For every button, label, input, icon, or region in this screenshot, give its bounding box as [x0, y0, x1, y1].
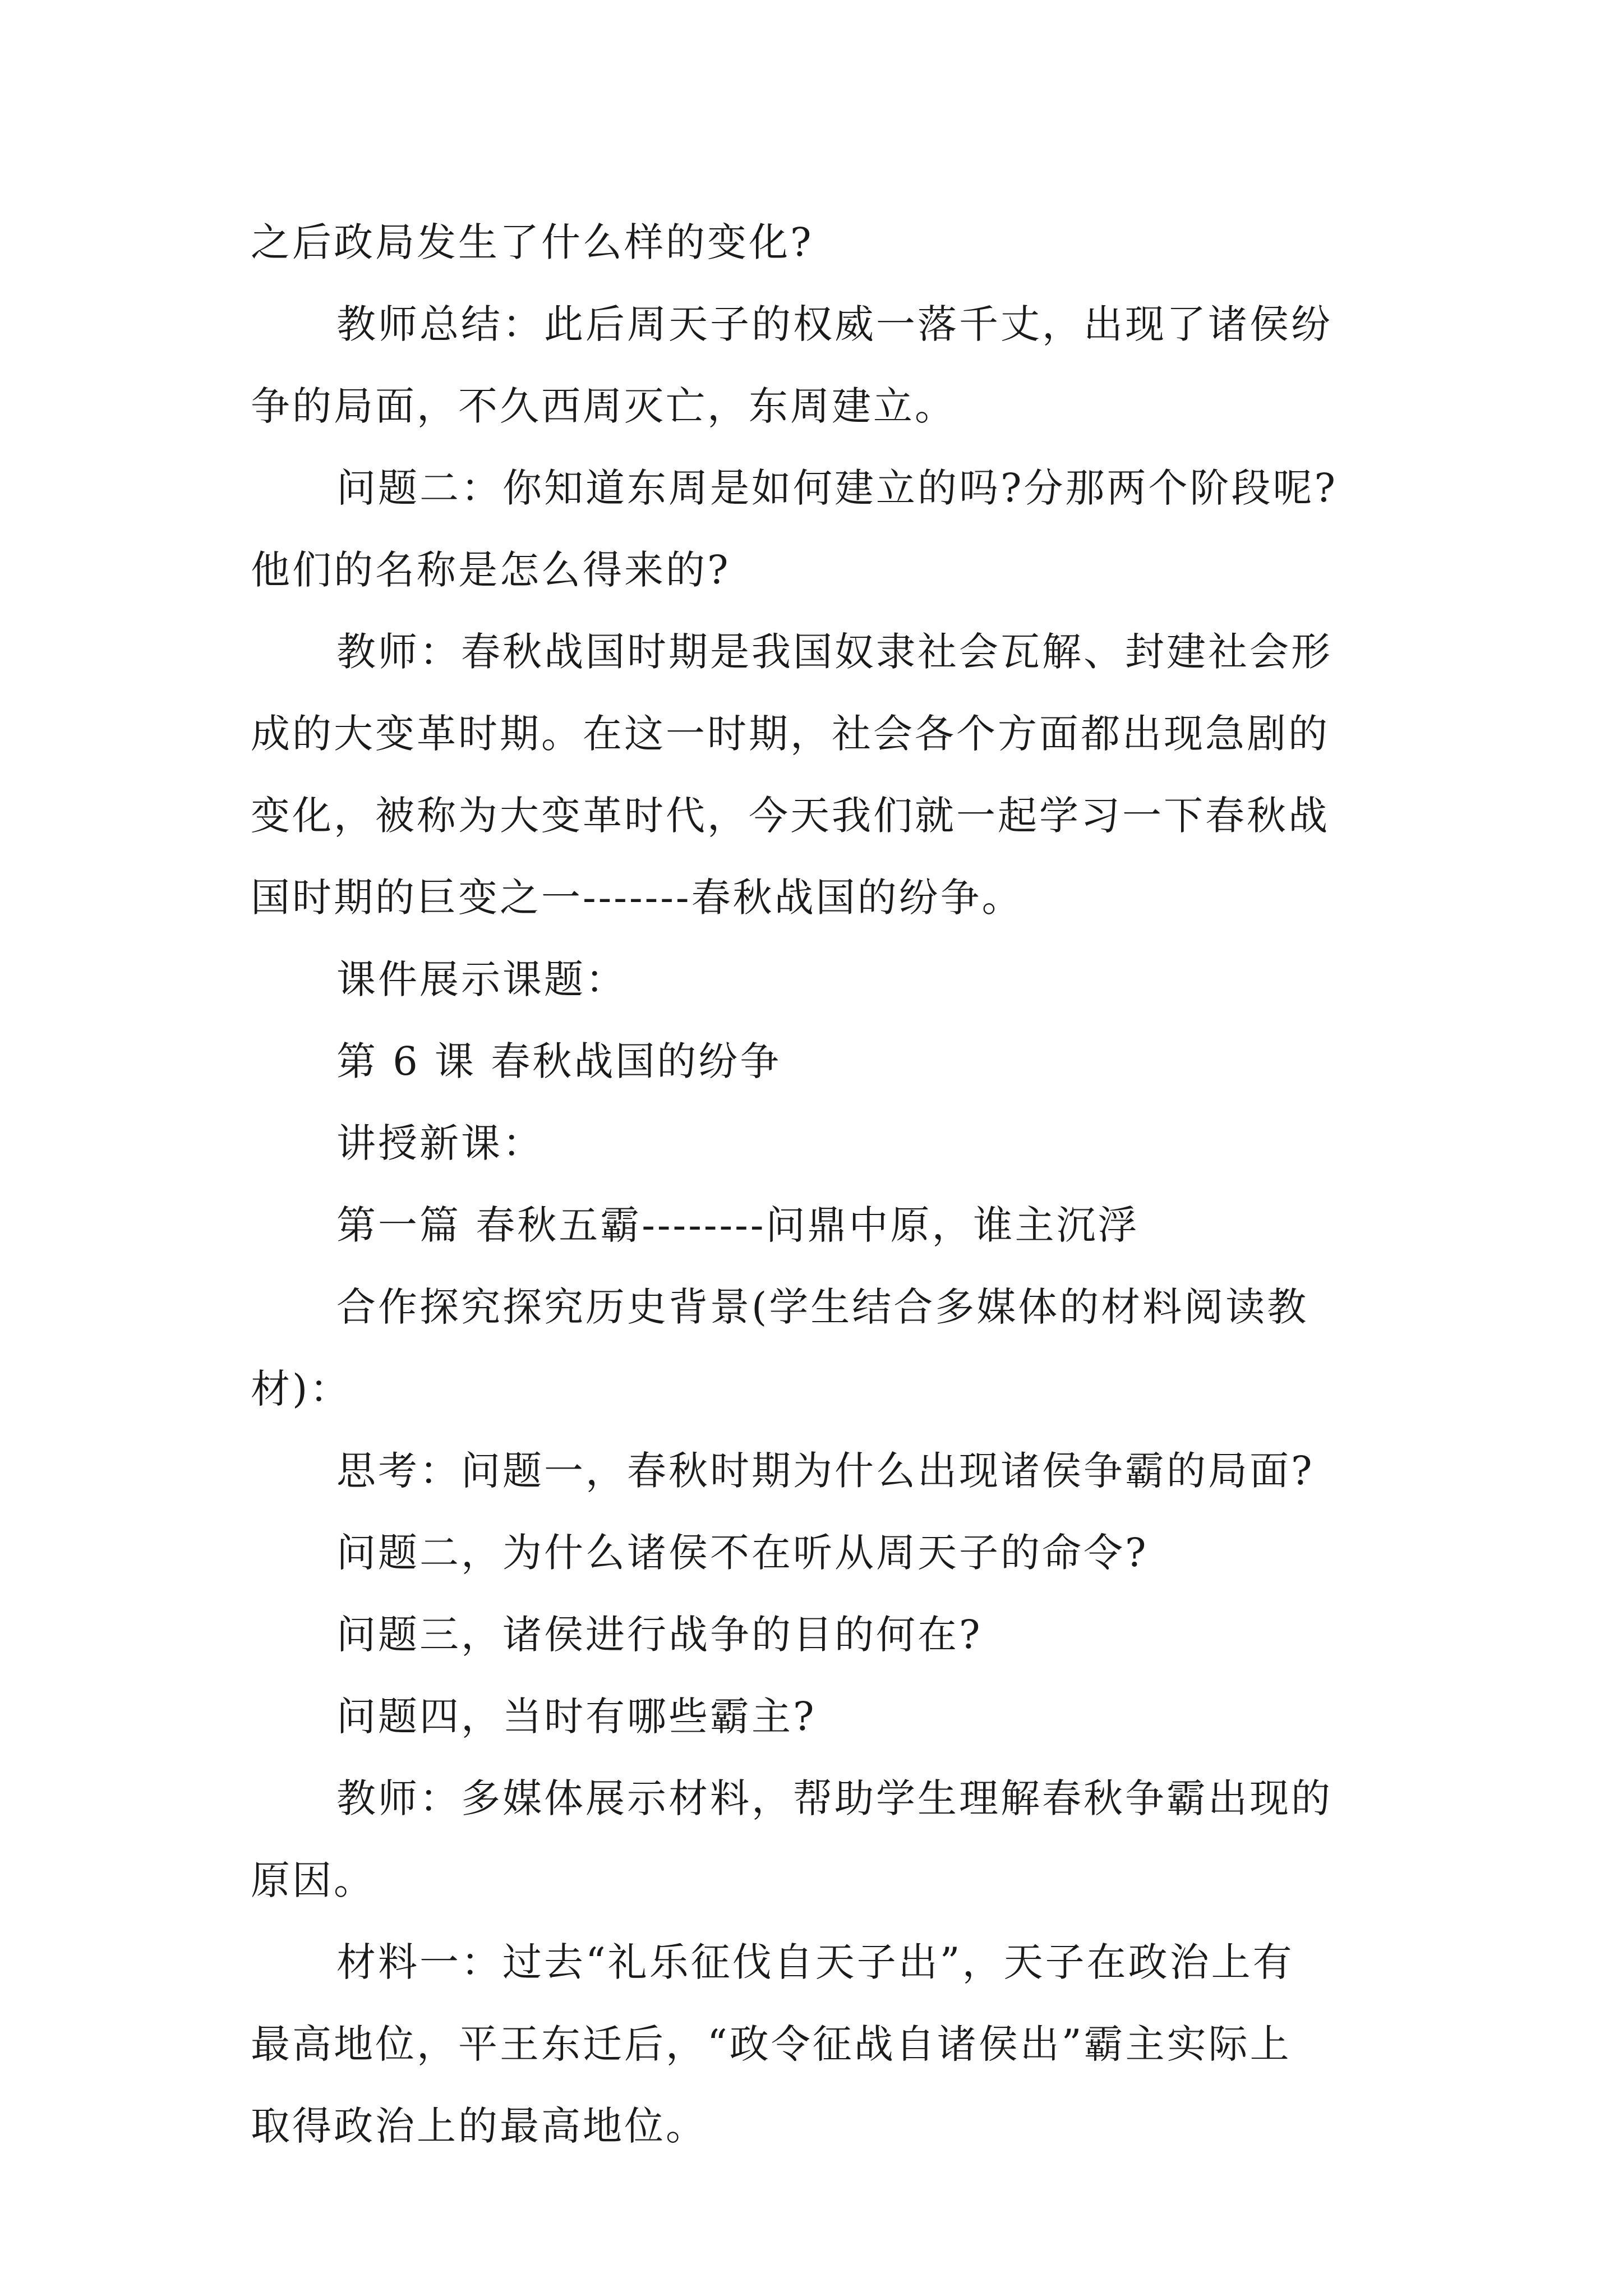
text-line: 之后政局发生了什么样的变化?: [251, 219, 814, 265]
text-line: 教师：春秋战国时期是我国奴隶社会瓦解、封建社会形: [336, 629, 1332, 675]
text-line: 变化，被称为大变革时代，今天我们就一起学习一下春秋战: [251, 793, 1330, 839]
text-line: 思考：问题一，春秋时期为什么出现诸侯争霸的局面?: [336, 1448, 1315, 1494]
text-line: 国时期的巨变之一-------春秋战国的纷争。: [251, 875, 1023, 921]
text-line: 问题三，诸侯进行战争的目的何在?: [336, 1612, 983, 1658]
text-line: 成的大变革时期。在这一时期，社会各个方面都出现急剧的: [251, 711, 1330, 757]
text-line: 他们的名称是怎么得来的?: [251, 547, 731, 593]
text-line: 问题四，当时有哪些霸主?: [336, 1694, 817, 1740]
text-line: 材)：: [251, 1366, 352, 1412]
section-heading: 第一篇 春秋五霸--------问鼎中原，谁主沉浮: [336, 1202, 1140, 1248]
text-line: 问题二：你知道东周是如何建立的吗?分那两个阶段呢?: [336, 465, 1338, 511]
text-line: 取得政治上的最高地位。: [251, 2103, 707, 2149]
lesson-title: 第 6 课 春秋战国的纷争: [336, 1038, 782, 1084]
text-line: 原因。: [251, 1857, 375, 1903]
text-line: 争的局面，不久西周灭亡，东周建立。: [251, 383, 956, 429]
text-line: 讲授新课：: [336, 1120, 544, 1166]
text-line: 问题二，为什么诸侯不在听从周天子的命令?: [336, 1530, 1149, 1576]
text-line: 最高地位，平王东迁后，“政令征战自诸侯出”霸主实际上: [251, 2021, 1292, 2067]
text-line: 教师：多媒体展示材料，帮助学生理解春秋争霸出现的: [336, 1775, 1332, 1821]
text-line: 课件展示课题：: [336, 956, 627, 1002]
text-line: 材料一：过去“礼乐征伐自天子出”，天子在政治上有: [336, 1939, 1294, 1985]
text-line: 教师总结：此后周天子的权威一落千丈，出现了诸侯纷: [336, 301, 1332, 347]
text-line: 合作探究探究历史背景(学生结合多媒体的材料阅读教: [336, 1284, 1309, 1330]
